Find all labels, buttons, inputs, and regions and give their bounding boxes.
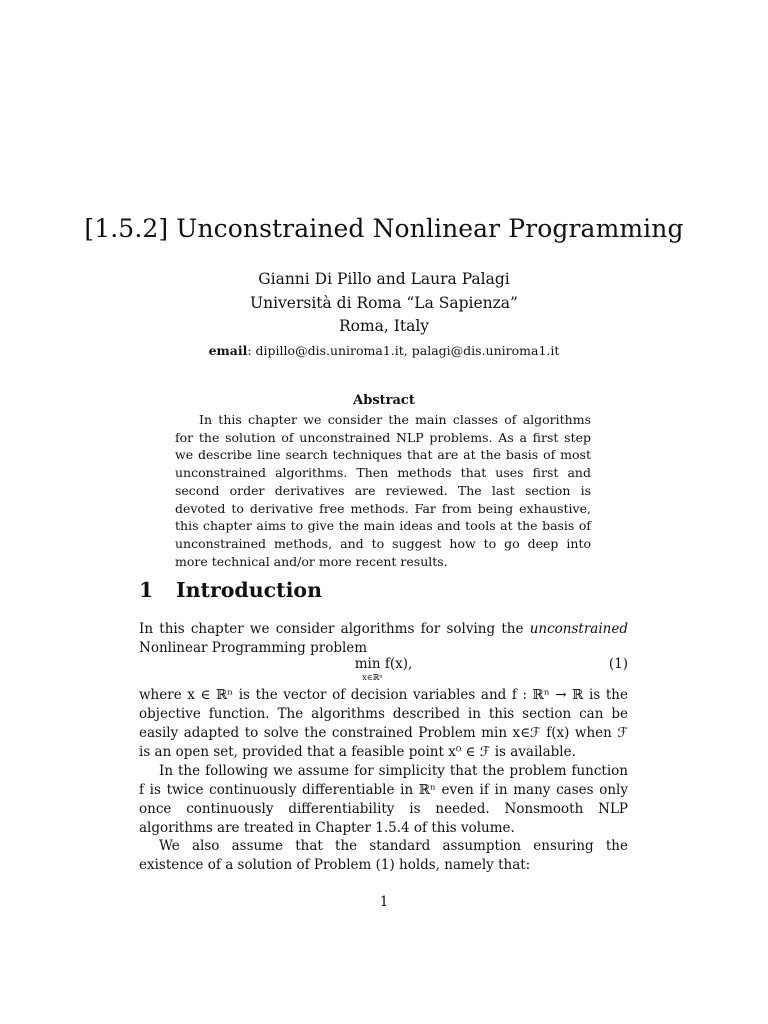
paragraph-standard-assumption: We also assume that the standard assumption ensuring the existence of a solution of Problem (1) holds, namely that:: [139, 838, 628, 873]
abstract-heading: Abstract: [353, 393, 415, 408]
equation-subscript: x∈ℝⁿ: [362, 673, 383, 682]
equation-number: (1): [608, 656, 628, 672]
equation-1: [139, 656, 628, 686]
section-heading: [139, 578, 322, 602]
author-affiliation: Università di Roma “La Sapienza”: [250, 294, 518, 312]
paragraph-intro-post: Nonlinear Programming problem: [139, 639, 368, 656]
paper-title: [1.5.2] Unconstrained Nonlinear Programming: [84, 214, 684, 243]
paragraph-assumption: In the following we assume for simplicity that the problem function f is twice continuously differentiable in ℝⁿ even if in many cases only once continuously differentiability is needed. Nonsmooth NLP algorithms are treated in Chapter 1.5.4 of this volume.: [139, 763, 628, 836]
equation-main: min f(x),: [354, 656, 413, 672]
paragraph-variables: where x ∈ ℝⁿ is the vector of decision variables and f : ℝⁿ → ℝ is the objective function. The algorithms described in this section can be easily adapted to solve the constrained Problem min x∈ℱ f(x) when ℱ is an open set, provided that a feasible point x⁰ ∈ ℱ is available.: [139, 687, 628, 760]
email-addresses: : dipillo@dis.uniroma1.it, palagi@dis.uniroma1.it: [247, 343, 560, 358]
section-number: 1: [139, 578, 154, 602]
paragraph-intro: [139, 620, 628, 658]
email-label: email: [208, 343, 248, 358]
author-email-line: [0, 343, 768, 358]
abstract-text: In this chapter we consider the main classes of algorithms for the solution of unconstrained NLP problems. As a first step we describe line search techniques that are at the basis of most unconstrained algorithms. Then methods that uses first and second order derivatives are reviewed. The last section is devoted to derivative free methods. Far from being exhaustive, this chapter aims to give the main ideas and tools at the basis of unconstrained methods, and to suggest how to go deep into more technical and/or more recent results.: [175, 412, 591, 569]
author-names: Gianni Di Pillo and Laura Palagi: [258, 270, 510, 288]
emphasis-unconstrained: unconstrained: [529, 621, 628, 637]
section-title: Introduction: [176, 578, 322, 602]
page-number: 1: [379, 894, 389, 910]
author-location: Roma, Italy: [338, 317, 430, 335]
paragraph-intro-pre: In this chapter we consider algorithms for solving the: [139, 621, 530, 637]
